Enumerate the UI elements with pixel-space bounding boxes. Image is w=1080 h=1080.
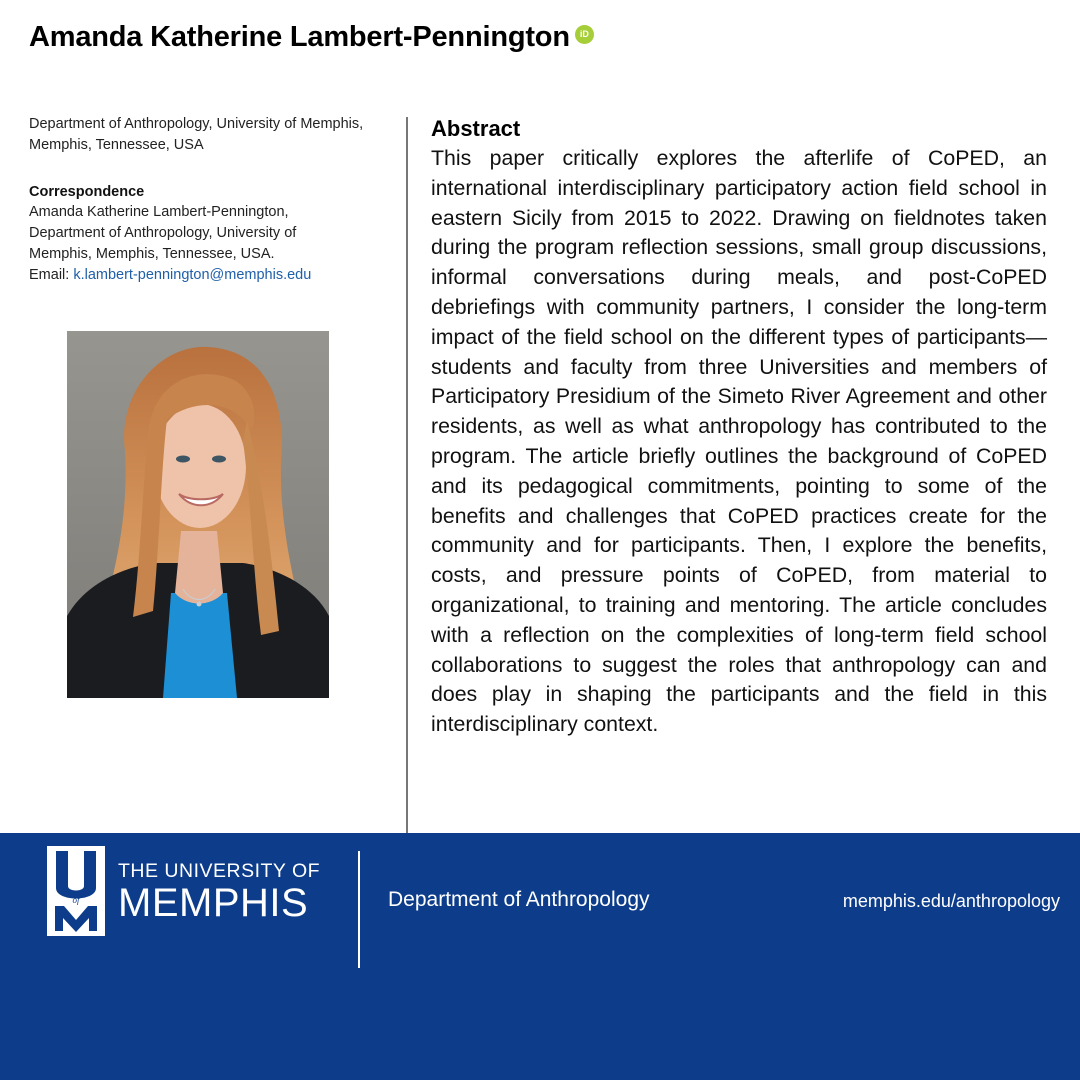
department-label: Department of Anthropology [388,888,650,911]
abstract-section [431,115,1047,740]
correspondence-line: Department of Anthropology, University of [29,225,297,241]
university-logo[interactable] [47,846,320,936]
abstract-text: This paper critically explores the afterlife of CoPED, an international interdisciplinary participatory action field school in eastern Sicily from 2015 to 2022. Drawing on fieldnotes taken during the program reflection sessions, small group discussions, informal conversations during meals, and post-CoPED debriefings with community partners, I consider the long-term impact of the field school on the different types of participants—students and faculty from three Universities and members of Participatory Presidium of the Simeto River Agreement and other residents, as well as what anthropology has contributed to the program. The article briefly outlines the background of CoPED and its pedagogical commitments, pointing to some of the benefits and challenges that CoPED practices create for the community and for participants. Then, I explore the benefits, costs, and pressure points of CoPED, from material to organizational, to training and mentoring. The article concludes with a reflection on the complexities of long-term field school collaborations to suggest the roles that anthropology can and does play in shaping the participants and the field in this interdisciplinary context. [431,146,1047,737]
portrait-illustration [67,331,329,698]
logo-mark-of: of [72,895,80,905]
author-header [29,17,594,57]
correspondence-heading: Correspondence [29,184,145,200]
email-row [29,265,379,286]
abstract-heading: Abstract [431,116,521,141]
footer-banner [0,833,1080,1080]
orcid-icon[interactable]: iD [575,25,594,44]
logo-line-memphis: MEMPHIS [118,881,309,925]
footer-divider [358,851,360,968]
author-name: Amanda Katherine Lambert-Pennington [29,20,570,53]
correspondence-line: Memphis, Memphis, Tennessee, USA. [29,246,275,262]
column-divider [406,117,408,833]
university-logo-mark [47,846,105,936]
affiliation: Department of Anthropology, University of Memphis, Memphis, Tennessee, USA [29,116,364,153]
author-sidebar [29,114,379,286]
logo-line-university: THE UNIVERSITY OF [118,860,321,882]
author-portrait [67,331,329,698]
email-label: Email: [29,267,70,283]
website-link[interactable]: memphis.edu/anthropology [842,891,1060,911]
logo-wordmark [118,846,320,923]
email-link[interactable]: k.lambert-pennington@memphis.edu [73,267,312,283]
correspondence-line: Amanda Katherine Lambert-Pennington, [29,204,289,220]
